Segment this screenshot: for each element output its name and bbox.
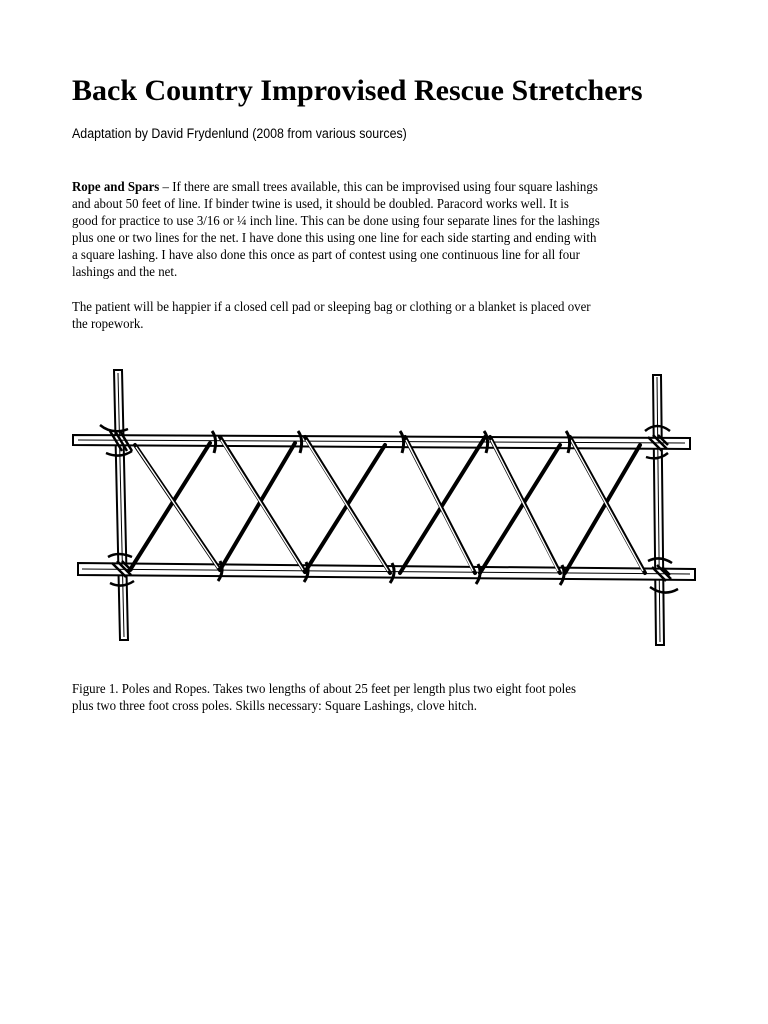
paragraph-line: the ropework. — [72, 317, 144, 332]
patient-note-paragraph — [72, 299, 692, 333]
lead-dash: – — [159, 180, 173, 195]
caption-line: plus two three foot cross poles. Skills necessary: Square Lashings, clove hitch. — [72, 699, 477, 714]
left-cross-pole — [114, 370, 128, 640]
figure-caption — [72, 681, 692, 715]
paragraph-text: If there are small trees available, this can be improvised using four square lashings — [172, 180, 598, 195]
document-title: Back Country Improvised Rescue Stretchers — [72, 74, 643, 107]
paragraph-line: and about 50 feet of line. If binder twine is used, it should be doubled. Paracord works well. It is — [72, 197, 569, 212]
caption-line: Figure 1. Poles and Ropes. Takes two lengths of about 25 feet per length plus two eight foot poles — [72, 682, 576, 697]
right-cross-pole — [653, 375, 664, 645]
rope-and-spars-paragraph — [72, 178, 692, 281]
byline: Adaptation by David Frydenlund (2008 from various sources) — [72, 126, 407, 141]
paragraph-line: good for practice to use 3/16 or ¼ inch line. This can be done using four separate lines for the lashings — [72, 214, 600, 229]
paragraph-line — [72, 178, 692, 196]
section-lead: Rope and Spars — [72, 180, 160, 195]
stretcher-drawing — [70, 365, 700, 650]
paragraph-line: lashings and the net. — [72, 265, 178, 280]
stretcher-illustration — [70, 365, 700, 650]
rope-net-highlights — [136, 440, 643, 571]
paragraph-line: a square lashing. I have also done this once as part of contest using one continuous line for all four — [72, 248, 580, 263]
paragraph-line: plus one or two lines for the net. I have done this using one line for each side starting and ending with — [72, 231, 597, 246]
paragraph-line: The patient will be happier if a closed cell pad or sleeping bag or clothing or a blanket is placed over — [72, 300, 591, 315]
